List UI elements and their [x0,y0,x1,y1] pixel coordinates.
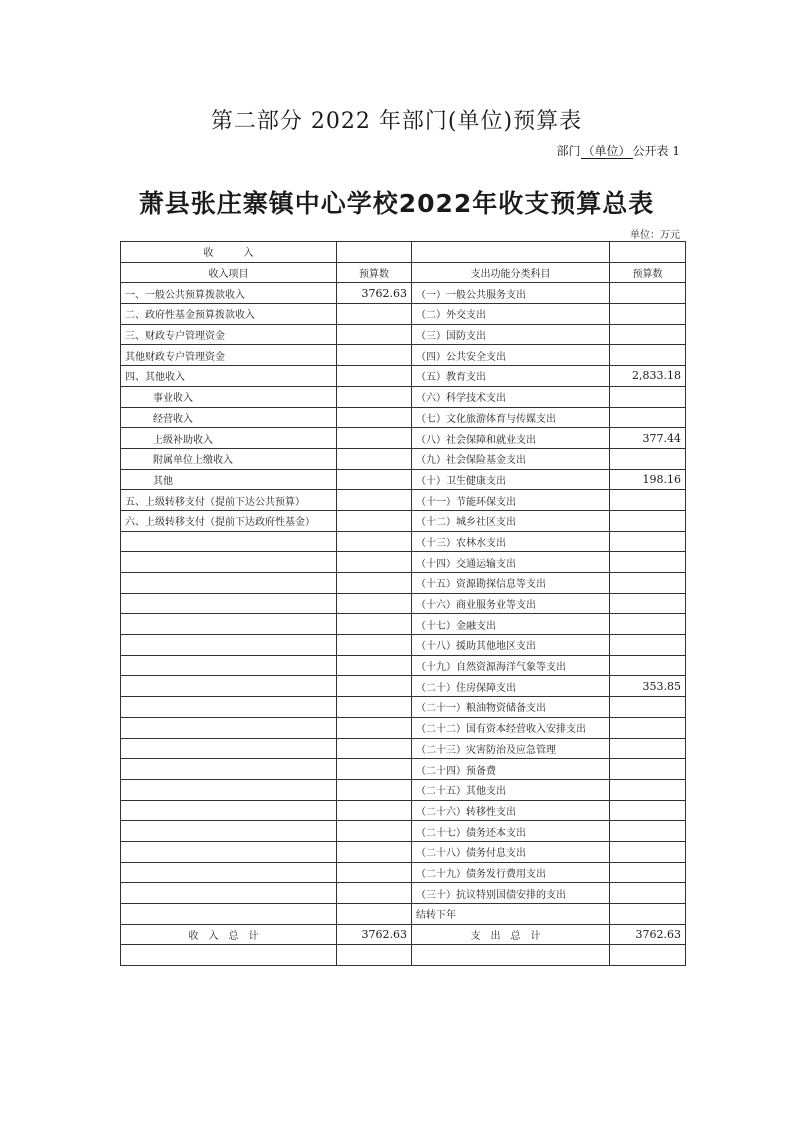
form-number-unit: （单位） [582,144,631,158]
income-amount [337,345,412,366]
expense-amount [610,759,686,780]
income-item [121,552,337,573]
income-amount [337,821,412,842]
table-row [121,345,686,366]
expense-amount [610,490,686,511]
income-amount [337,531,412,552]
income-item [121,883,337,904]
income-item [121,717,337,738]
income-item [121,738,337,759]
income-amount [337,428,412,449]
table-row [121,697,686,718]
totals-row [121,924,686,945]
expense-amount [610,635,686,656]
income-group-header: 收 入 [121,242,337,263]
income-item [121,841,337,862]
table-row [121,800,686,821]
table-row [121,717,686,738]
expense-amount [610,531,686,552]
expense-item: （八）社会保障和就业支出 [412,428,610,449]
empty-cell [610,945,686,966]
expense-item: （二十九）债务发行费用支出 [412,862,610,883]
table-row [121,841,686,862]
income-amount [337,366,412,387]
table-row [121,759,686,780]
table-row [121,821,686,842]
expense-total-amount: 3762.63 [610,924,686,945]
expense-item: （十七）金融支出 [412,614,610,635]
table-row [121,904,686,925]
income-amount [337,655,412,676]
income-item [121,593,337,614]
income-item [121,655,337,676]
table-row [121,883,686,904]
table-row [121,324,686,345]
expense-amount: 353.85 [610,676,686,697]
empty-cell [412,242,610,263]
income-item: 五、上级转移支付（提前下达公共预算） [121,490,337,511]
income-amount [337,573,412,594]
income-item: 二、政府性基金预算拨款收入 [121,304,337,325]
income-amount [337,759,412,780]
income-amount [337,862,412,883]
income-amount [337,635,412,656]
expense-amount [610,655,686,676]
expense-amount [610,448,686,469]
header-group-row [121,242,686,263]
expense-amount [610,573,686,594]
expense-item: （十五）资源勘探信息等支出 [412,573,610,594]
expense-amount [610,304,686,325]
income-item: 经营收入 [121,407,337,428]
income-amount: 3762.63 [337,283,412,304]
table-row [121,779,686,800]
income-item [121,821,337,842]
expense-amount [610,821,686,842]
expense-item: （二十五）其他支出 [412,779,610,800]
expense-amount [610,283,686,304]
empty-cell [121,945,337,966]
table-row [121,573,686,594]
income-amount [337,593,412,614]
table-row [121,304,686,325]
expense-amount [610,779,686,800]
income-total-amount: 3762.63 [337,924,412,945]
form-number-prefix: 部门 [556,144,581,158]
income-item: 事业收入 [121,386,337,407]
income-amount [337,904,412,925]
income-item [121,635,337,656]
table-row [121,635,686,656]
expense-amount [610,324,686,345]
income-amount [337,304,412,325]
table-row [121,552,686,573]
expense-amount [610,862,686,883]
expense-amount [610,510,686,531]
expense-item: （十）卫生健康支出 [412,469,610,490]
expense-amount [610,841,686,862]
income-item: 三、财政专户管理资金 [121,324,337,345]
table-row [121,676,686,697]
income-item [121,531,337,552]
expense-amount [610,614,686,635]
expense-item: （二十一）粮油物资储备支出 [412,697,610,718]
income-amount [337,386,412,407]
expense-item: 结转下年 [412,904,610,925]
form-number-suffix: 公开表 1 [632,144,680,158]
unit-label: 单位：万元 [630,230,680,241]
empty-row [121,945,686,966]
expense-item: （二十七）债务还本支出 [412,821,610,842]
income-item: 其他 [121,469,337,490]
income-amount [337,676,412,697]
expense-item: （十二）城乡社区支出 [412,510,610,531]
empty-cell [412,945,610,966]
income-amount [337,407,412,428]
income-item: 上级补助收入 [121,428,337,449]
income-item [121,800,337,821]
expense-item: （十九）自然资源海洋气象等支出 [412,655,610,676]
expense-item: （三）国防支出 [412,324,610,345]
empty-cell [337,242,412,263]
income-item [121,862,337,883]
income-amount [337,800,412,821]
expense-amount [610,883,686,904]
expense-item: （二十）住房保障支出 [412,676,610,697]
part-title: 第二部分 2022 年部门(单位)预算表 [210,109,583,134]
income-item [121,676,337,697]
expense-item: （十三）农林水支出 [412,531,610,552]
expense-item: （十八）援助其他地区支出 [412,635,610,656]
expense-item: （二十六）转移性支出 [412,800,610,821]
table-row [121,531,686,552]
table-row [121,386,686,407]
expense-item: （二十二）国有资本经营收入安排支出 [412,717,610,738]
expense-item: （七）文化旅游体育与传媒支出 [412,407,610,428]
expense-budget-header: 预算数 [610,262,686,283]
income-item [121,904,337,925]
expense-amount [610,386,686,407]
table-row [121,593,686,614]
table-row [121,366,686,387]
expense-amount: 377.44 [610,428,686,449]
table-row [121,448,686,469]
table-row [121,614,686,635]
income-amount [337,510,412,531]
income-amount [337,738,412,759]
table-row [121,655,686,676]
expense-amount [610,552,686,573]
income-item: 附属单位上缴收入 [121,448,337,469]
expense-total-label: 支出总计 [412,924,610,945]
income-item [121,779,337,800]
income-item [121,614,337,635]
expense-amount: 198.16 [610,469,686,490]
expense-item: （六）科学技术支出 [412,386,610,407]
expense-amount [610,904,686,925]
expense-amount [610,717,686,738]
table-row [121,407,686,428]
expense-amount [610,738,686,759]
table-row [121,510,686,531]
expense-item-header: 支出功能分类科目 [412,262,610,283]
income-amount [337,883,412,904]
expense-item: （二十四）预备费 [412,759,610,780]
expense-item: （一）一般公共服务支出 [412,283,610,304]
income-amount [337,697,412,718]
expense-amount [610,593,686,614]
income-amount [337,841,412,862]
income-total-label: 收入总计 [121,924,337,945]
expense-item: （九）社会保险基金支出 [412,448,610,469]
income-amount [337,779,412,800]
expense-item: （十四）交通运输支出 [412,552,610,573]
income-item [121,697,337,718]
expense-item: （二十三）灾害防治及应急管理 [412,738,610,759]
expense-item: （五）教育支出 [412,366,610,387]
income-item: 一、一般公共预算拨款收入 [121,283,337,304]
income-amount [337,717,412,738]
table-row [121,738,686,759]
income-amount [337,469,412,490]
income-amount [337,324,412,345]
income-item [121,573,337,594]
income-item-header: 收入项目 [121,262,337,283]
income-budget-header: 预算数 [337,262,412,283]
expense-item: （十六）商业服务业等支出 [412,593,610,614]
expense-item: （四）公共安全支出 [412,345,610,366]
header-row [121,262,686,283]
expense-item: （二十八）债务付息支出 [412,841,610,862]
empty-cell [337,945,412,966]
table-row [121,490,686,511]
table-row [121,862,686,883]
income-amount [337,614,412,635]
income-item [121,759,337,780]
expense-item: （二）外交支出 [412,304,610,325]
income-amount [337,552,412,573]
empty-cell [610,242,686,263]
income-item: 其他财政专户管理资金 [121,345,337,366]
expense-item: （十一）节能环保支出 [412,490,610,511]
table-row [121,283,686,304]
income-item: 四、其他收入 [121,366,337,387]
income-amount [337,490,412,511]
income-amount [337,448,412,469]
income-item: 六、上级转移支付（提前下达政府性基金） [121,510,337,531]
expense-amount [610,407,686,428]
form-number [557,142,680,159]
budget-table [120,241,686,966]
table-row [121,469,686,490]
expense-amount [610,800,686,821]
expense-amount: 2,833.18 [610,366,686,387]
table-title: 萧县张庄寨镇中心学校2022年收支预算总表 [138,189,655,218]
expense-item: （三十）抗议特别国债安排的支出 [412,883,610,904]
expense-amount [610,697,686,718]
table-row [121,428,686,449]
expense-amount [610,345,686,366]
